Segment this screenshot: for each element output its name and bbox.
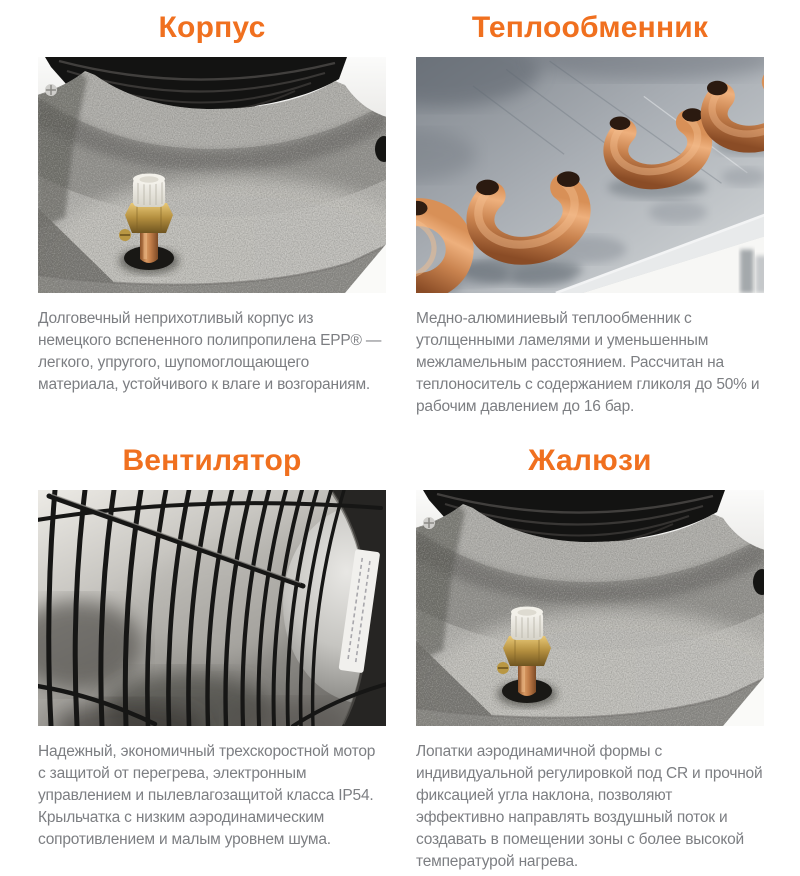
epp-housing-photo (416, 490, 764, 726)
feature-card-korpus (38, 0, 386, 418)
feature-title: Жалюзи (528, 444, 652, 477)
feature-description: Лопатки аэродинамичной формы с индивидуальной регулировкой под CR и прочной фиксацией угла наклона, позволяют эффективно направлять воздушный поток и создавать в помещении зоны с более высокой температурой нагрева. (416, 743, 763, 870)
fan-grille-photo (38, 490, 386, 726)
feature-card-teploobmennik (416, 0, 764, 418)
feature-card-zhalyuzi (416, 433, 764, 873)
feature-description: Надежный, экономичный трехскоростной мотор с защитой от перегрева, электронным управлением и пылевлагозащитой класса IP54. Крыльчатка с низким аэродинамическим сопротивлением и малым уровнем шума. (38, 743, 376, 848)
feature-description: Медно-алюминиевый теплообменник с утолщенными ламелями и уменьшенным межламельным расстоянием. Рассчитан на теплоноситель с содержанием гликоля до 50% и рабочим давлением до 16 бар. (416, 310, 760, 415)
feature-title: Вентилятор (122, 444, 302, 477)
feature-title: Теплообменник (471, 11, 709, 44)
heat-exchanger-photo (416, 57, 764, 293)
feature-title: Корпус (158, 11, 266, 44)
feature-description: Долговечный неприхотливый корпус из немецкого вспененного полипропилена EPP® — легкого, упругого, шупомоглощающего материала, устойчивого к влаге и возгораниям. (38, 310, 382, 393)
epp-housing-photo (38, 57, 386, 293)
feature-card-ventilyator (38, 433, 386, 873)
